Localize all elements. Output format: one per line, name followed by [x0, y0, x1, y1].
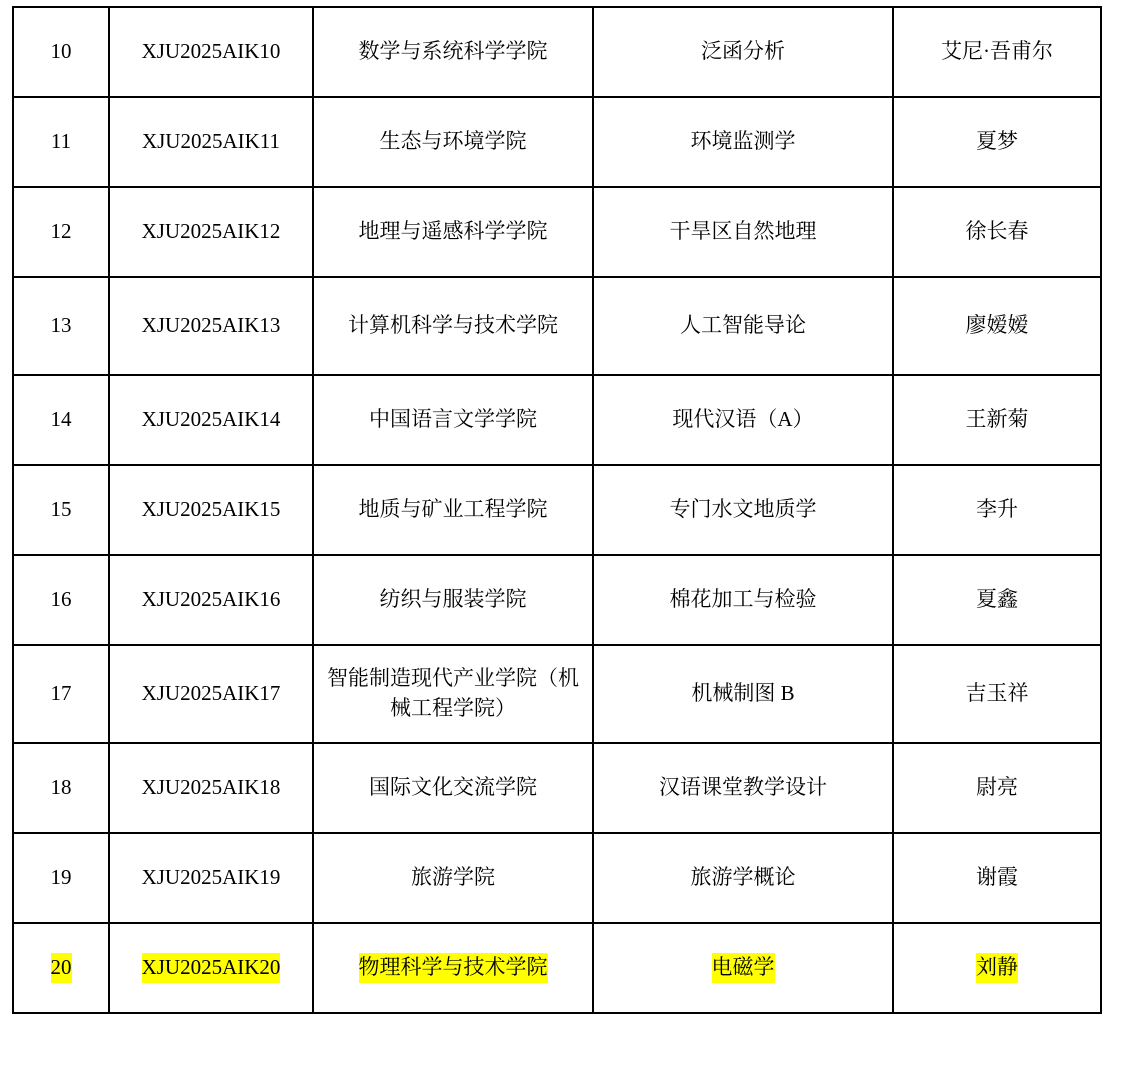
cell-code	[109, 923, 313, 1013]
code-text: XJU2025AIK15	[141, 497, 281, 522]
cell-serial-number	[13, 923, 109, 1013]
cell-teacher	[893, 645, 1101, 743]
cell-course	[593, 277, 893, 375]
course-text: 干旱区自然地理	[669, 219, 817, 244]
table-row	[13, 555, 1101, 645]
department-text: 生态与环境学院	[379, 129, 527, 154]
serial-number-text: 19	[50, 865, 72, 890]
cell-code	[109, 277, 313, 375]
document-page	[0, 6, 1136, 1087]
table-row-highlighted	[13, 923, 1101, 1013]
teacher-text: 艾尼·吾甫尔	[941, 39, 1053, 64]
table-row	[13, 7, 1101, 97]
cell-department	[313, 97, 593, 187]
cell-code	[109, 645, 313, 743]
cell-code	[109, 97, 313, 187]
cell-department	[313, 645, 593, 743]
cell-teacher	[893, 375, 1101, 465]
cell-course	[593, 375, 893, 465]
course-assignment-table	[12, 6, 1102, 1014]
cell-serial-number	[13, 645, 109, 743]
serial-number-text: 17	[50, 681, 72, 706]
table-row	[13, 187, 1101, 277]
cell-code	[109, 743, 313, 833]
cell-department	[313, 923, 593, 1013]
course-text: 电磁学	[712, 953, 775, 983]
cell-teacher	[893, 465, 1101, 555]
cell-course	[593, 645, 893, 743]
cell-teacher	[893, 743, 1101, 833]
department-text: 中国语言文学学院	[369, 407, 537, 432]
code-text: XJU2025AIK14	[141, 407, 281, 432]
cell-teacher	[893, 923, 1101, 1013]
course-text: 现代汉语（A）	[672, 407, 814, 432]
department-text: 物理科学与技术学院	[359, 953, 548, 983]
table-row	[13, 277, 1101, 375]
course-text: 泛函分析	[701, 39, 785, 64]
course-text: 专门水文地质学	[669, 497, 817, 522]
table-row	[13, 833, 1101, 923]
department-text: 旅游学院	[411, 865, 495, 890]
cell-course	[593, 465, 893, 555]
teacher-text: 吉玉祥	[965, 681, 1029, 706]
cell-code	[109, 7, 313, 97]
teacher-text: 徐长春	[965, 219, 1029, 244]
department-text: 地质与矿业工程学院	[358, 497, 548, 522]
cell-teacher	[893, 555, 1101, 645]
cell-course	[593, 743, 893, 833]
serial-number-text: 20	[51, 953, 72, 983]
cell-serial-number	[13, 187, 109, 277]
table-row	[13, 645, 1101, 743]
cell-course	[593, 833, 893, 923]
cell-department	[313, 465, 593, 555]
cell-department	[313, 555, 593, 645]
code-text: XJU2025AIK17	[141, 681, 281, 706]
cell-code	[109, 375, 313, 465]
cell-teacher	[893, 277, 1101, 375]
cell-teacher	[893, 833, 1101, 923]
serial-number-text: 10	[50, 39, 72, 64]
teacher-text: 尉亮	[976, 775, 1018, 800]
code-text: XJU2025AIK12	[141, 219, 281, 244]
cell-serial-number	[13, 277, 109, 375]
cell-serial-number	[13, 833, 109, 923]
code-text: XJU2025AIK16	[141, 587, 281, 612]
cell-serial-number	[13, 555, 109, 645]
code-text: XJU2025AIK13	[141, 313, 281, 338]
serial-number-text: 13	[50, 313, 72, 338]
cell-department	[313, 187, 593, 277]
teacher-text: 李升	[976, 497, 1018, 522]
serial-number-text: 11	[50, 129, 72, 154]
teacher-text: 谢霞	[976, 865, 1018, 890]
cell-department	[313, 375, 593, 465]
cell-teacher	[893, 187, 1101, 277]
cell-course	[593, 923, 893, 1013]
course-text: 人工智能导论	[680, 313, 806, 338]
serial-number-text: 12	[50, 219, 72, 244]
cell-code	[109, 833, 313, 923]
table-row	[13, 465, 1101, 555]
teacher-text: 夏鑫	[976, 587, 1018, 612]
code-text: XJU2025AIK11	[141, 129, 281, 154]
course-text: 汉语课堂教学设计	[659, 775, 827, 800]
teacher-text: 廖嫒嫒	[965, 313, 1029, 338]
teacher-text: 刘静	[976, 953, 1018, 983]
code-text: XJU2025AIK10	[141, 39, 281, 64]
cell-department	[313, 7, 593, 97]
code-text: XJU2025AIK18	[141, 775, 281, 800]
cell-department	[313, 743, 593, 833]
department-text: 计算机科学与技术学院	[348, 313, 558, 338]
cell-serial-number	[13, 375, 109, 465]
cell-department	[313, 833, 593, 923]
cell-teacher	[893, 7, 1101, 97]
cell-course	[593, 555, 893, 645]
course-text: 环境监测学	[690, 129, 796, 154]
table-row	[13, 743, 1101, 833]
cell-department	[313, 277, 593, 375]
table-body	[13, 7, 1101, 1013]
cell-course	[593, 7, 893, 97]
serial-number-text: 15	[50, 497, 72, 522]
department-text: 国际文化交流学院	[369, 775, 537, 800]
cell-code	[109, 187, 313, 277]
code-text: XJU2025AIK20	[142, 953, 281, 983]
cell-serial-number	[13, 7, 109, 97]
cell-serial-number	[13, 465, 109, 555]
cell-serial-number	[13, 97, 109, 187]
teacher-text: 夏梦	[976, 129, 1018, 154]
cell-teacher	[893, 97, 1101, 187]
serial-number-text: 16	[50, 587, 72, 612]
cell-code	[109, 465, 313, 555]
code-text: XJU2025AIK19	[141, 865, 281, 890]
department-text: 地理与遥感科学学院	[358, 219, 548, 244]
table-row	[13, 97, 1101, 187]
department-text: 数学与系统科学学院	[358, 39, 548, 64]
cell-course	[593, 187, 893, 277]
cell-course	[593, 97, 893, 187]
serial-number-text: 14	[50, 407, 72, 432]
cell-serial-number	[13, 743, 109, 833]
course-text: 棉花加工与检验	[669, 587, 817, 612]
course-text: 机械制图 B	[691, 681, 795, 706]
department-text: 智能制造现代产业学院（机械工程学院）	[327, 666, 579, 720]
teacher-text: 王新菊	[965, 407, 1029, 432]
course-text: 旅游学概论	[690, 865, 796, 890]
serial-number-text: 18	[50, 775, 72, 800]
cell-code	[109, 555, 313, 645]
department-text: 纺织与服装学院	[379, 587, 527, 612]
table-row	[13, 375, 1101, 465]
